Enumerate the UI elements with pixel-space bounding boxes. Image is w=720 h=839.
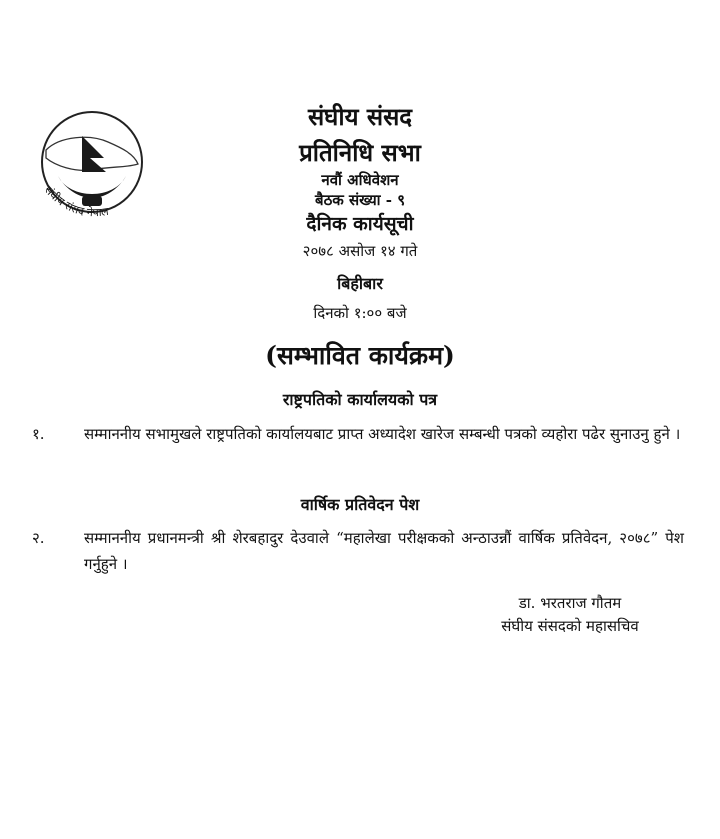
meeting-number: बैठक संख्या - ९	[315, 191, 405, 209]
item-number: २.	[32, 529, 45, 547]
signatory-name: डा. भरतराज गौतम	[518, 594, 622, 612]
date-text: २०७८ असोज १४ गते	[302, 242, 418, 260]
signatory-title: संघीय संसदको महासचिव	[501, 617, 639, 635]
item-text: सम्माननीय सभामुखले राष्ट्रपतिको कार्यालयबाट प्राप्त अध्यादेश खारेज सम्बन्धी पत्रको व्यहोरा पढेर सुनाउनु हुने ।	[84, 425, 681, 443]
section-heading: राष्ट्रपतिको कार्यालयको पत्र	[282, 390, 438, 409]
emblem-text: संघीय संसद नेपाल	[41, 183, 110, 220]
time-text: दिनको १:०० बजे	[313, 304, 407, 322]
day-text: बिहीबार	[337, 274, 383, 293]
item-text: सम्माननीय प्रधानमन्त्री श्री शेरबहादुर देउवाले “महालेखा परीक्षकको अन्ठाउन्नौं वार्षिक प्रतिवेदन, २०७८” पेश गर्नुहुने ।	[84, 529, 684, 573]
section-heading: वार्षिक प्रतिवेदन पेश	[300, 495, 420, 514]
program-title: (सम्भावित कार्यक्रम)	[265, 341, 455, 370]
schedule-title: दैनिक कार्यसूची	[306, 213, 414, 235]
item-number: १.	[32, 425, 45, 443]
session-label: नवौं अधिवेशन	[321, 171, 399, 189]
page-title: संघीय संसद	[307, 102, 413, 131]
house-name: प्रतिनिधि सभा	[299, 138, 421, 167]
